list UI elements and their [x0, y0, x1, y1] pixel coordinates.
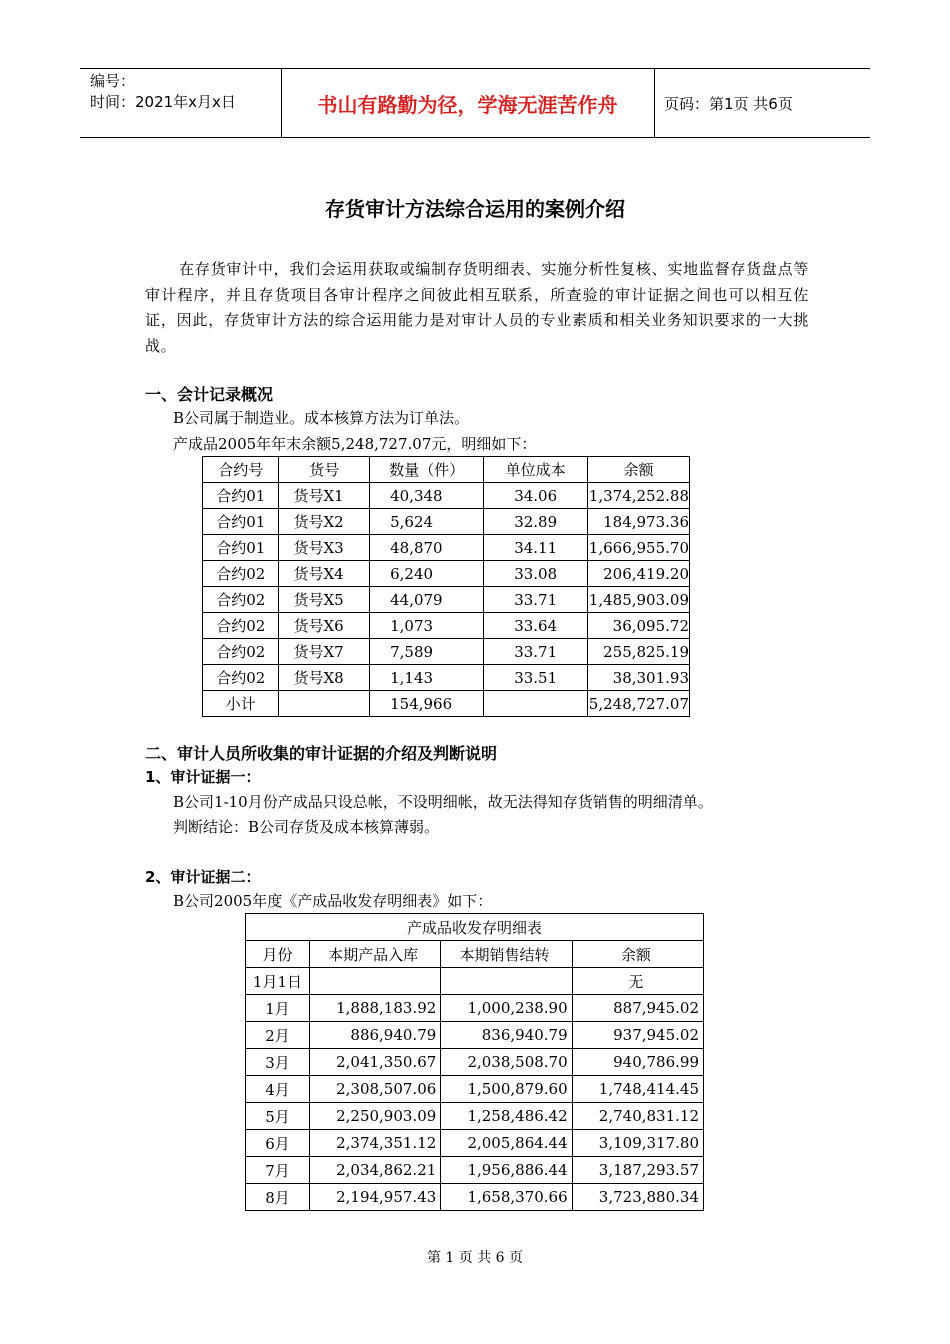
table-cell: 40,348	[370, 483, 484, 509]
table-cell: 合约02	[203, 613, 279, 639]
inventory-detail-table	[202, 456, 690, 717]
table-cell: 2,250,903.09	[309, 1103, 440, 1130]
table-row	[203, 561, 690, 587]
table-cell: 7,589	[370, 639, 484, 665]
table-cell: 887,945.02	[572, 995, 703, 1022]
column-header: 合约号	[203, 457, 279, 483]
table-row	[203, 613, 690, 639]
table-row	[246, 968, 704, 995]
table-cell: 184,973.36	[588, 509, 690, 535]
table-cell: 2,041,350.67	[309, 1049, 440, 1076]
table-row	[203, 483, 690, 509]
table-row	[246, 1022, 704, 1049]
page-header	[80, 68, 870, 138]
table-row	[246, 1130, 704, 1157]
evidence2-line1: B公司2005年度《产成品收发存明细表》如下：	[173, 892, 493, 910]
table-cell: 1,748,414.45	[572, 1076, 703, 1103]
column-header: 余额	[588, 457, 690, 483]
table-row	[246, 995, 704, 1022]
table-cell: 5,624	[370, 509, 484, 535]
table-cell: 1月	[246, 995, 310, 1022]
table-cell: 44,079	[370, 587, 484, 613]
table-row	[203, 639, 690, 665]
table-cell: 2,374,351.12	[309, 1130, 440, 1157]
table-cell: 1月1日	[246, 968, 310, 995]
evidence1-heading: 1、审计证据一：	[145, 768, 261, 786]
header-page-label: 页码：第1页 共6页	[664, 94, 793, 113]
receipt-issue-table	[245, 913, 704, 1211]
table-cell	[279, 691, 370, 717]
table-caption-row	[246, 914, 704, 941]
table-cell: 1,658,370.66	[441, 1184, 572, 1211]
table-cell: 1,143	[370, 665, 484, 691]
table-cell: 4月	[246, 1076, 310, 1103]
table-row	[246, 1103, 704, 1130]
table-cell: 33.08	[484, 561, 588, 587]
table-cell: 合约02	[203, 665, 279, 691]
table-cell: 3,109,317.80	[572, 1130, 703, 1157]
table-cell: 6月	[246, 1130, 310, 1157]
table-cell: 886,940.79	[309, 1022, 440, 1049]
table-header-row	[203, 457, 690, 483]
table-cell: 合约01	[203, 483, 279, 509]
number-label: 编号：	[90, 72, 136, 90]
evidence1-line1: B公司1-10月份产成品只设总帐，不设明细帐，故无法得知存货销售的明细清单。	[173, 793, 713, 811]
table-cell: 8月	[246, 1184, 310, 1211]
table-cell: 6,240	[370, 561, 484, 587]
table-cell: 2,308,507.06	[309, 1076, 440, 1103]
table-cell: 154,966	[370, 691, 484, 717]
table-cell: 合约02	[203, 587, 279, 613]
table-cell: 1,258,486.42	[441, 1103, 572, 1130]
table-row	[246, 1076, 704, 1103]
table-cell: 货号X4	[279, 561, 370, 587]
header-divider	[654, 69, 655, 137]
section1-line2: 产成品2005年年末余额5,248,727.07元，明细如下：	[173, 435, 537, 453]
table-cell: 2,194,957.43	[309, 1184, 440, 1211]
table-cell: 1,888,183.92	[309, 995, 440, 1022]
table-cell: 2,034,862.21	[309, 1157, 440, 1184]
table-header-row	[246, 941, 704, 968]
table-cell: 1,485,903.09	[588, 587, 690, 613]
evidence2-heading: 2、审计证据二：	[145, 868, 261, 886]
table-cell: 3月	[246, 1049, 310, 1076]
table-row	[246, 1049, 704, 1076]
table-cell: 1,073	[370, 613, 484, 639]
document-title: 存货审计方法综合运用的案例介绍	[325, 197, 625, 221]
table-cell: 48,870	[370, 535, 484, 561]
table-cell: 5,248,727.07	[588, 691, 690, 717]
table-cell: 货号X2	[279, 509, 370, 535]
table-cell: 7月	[246, 1157, 310, 1184]
column-header: 月份	[246, 941, 310, 968]
table-row	[203, 509, 690, 535]
table-cell: 合约02	[203, 561, 279, 587]
table-caption: 产成品收发存明细表	[246, 914, 704, 941]
table-cell: 1,500,879.60	[441, 1076, 572, 1103]
table-cell: 合约01	[203, 509, 279, 535]
evidence1-line2: 判断结论：B公司存货及成本核算薄弱。	[173, 818, 440, 836]
table-cell	[441, 968, 572, 995]
table-cell: 836,940.79	[441, 1022, 572, 1049]
table-cell: 1,374,252.88	[588, 483, 690, 509]
page-footer: 第 1 页 共 6 页	[426, 1250, 524, 1266]
table-cell: 货号X8	[279, 665, 370, 691]
table-cell: 合约01	[203, 535, 279, 561]
table-cell: 937,945.02	[572, 1022, 703, 1049]
column-header: 单位成本	[484, 457, 588, 483]
date-label: 时间：2021年x月x日	[90, 93, 236, 111]
column-header: 本期产品入库	[309, 941, 440, 968]
table-row	[246, 1184, 704, 1211]
table-cell: 货号X3	[279, 535, 370, 561]
table-cell: 1,666,955.70	[588, 535, 690, 561]
table-cell: 2,038,508.70	[441, 1049, 572, 1076]
column-header: 货号	[279, 457, 370, 483]
table-cell	[484, 691, 588, 717]
table-row	[203, 587, 690, 613]
table-row	[246, 1157, 704, 1184]
column-header: 余额	[572, 941, 703, 968]
table-row	[203, 535, 690, 561]
table-cell: 2月	[246, 1022, 310, 1049]
table-cell	[309, 968, 440, 995]
table-cell: 货号X7	[279, 639, 370, 665]
intro-paragraph	[145, 257, 809, 359]
table-cell: 货号X5	[279, 587, 370, 613]
intro-text: 在存货审计中，我们会运用获取或编制存货明细表、实施分析性复核、实地监督存货盘点等审计程序，并且存货项目各审计程序之间彼此相互联系，所查验的审计证据之间也可以相互佐证，因此，存货审计方法的综合运用能力是对审计人员的专业素质和相关业务知识要求的一大挑战。	[145, 260, 809, 355]
table-cell: 1,956,886.44	[441, 1157, 572, 1184]
section1-heading: 一、会计记录概况	[145, 385, 274, 404]
table-cell: 33.71	[484, 639, 588, 665]
table-cell: 1,000,238.90	[441, 995, 572, 1022]
table-cell: 33.51	[484, 665, 588, 691]
column-header: 本期销售结转	[441, 941, 572, 968]
table-cell: 货号X1	[279, 483, 370, 509]
table-cell: 2,005,864.44	[441, 1130, 572, 1157]
table-cell: 33.64	[484, 613, 588, 639]
table-cell: 206,419.20	[588, 561, 690, 587]
section1-line1: B公司属于制造业。成本核算方法为订单法。	[173, 409, 470, 427]
table-cell: 小计	[203, 691, 279, 717]
table-row	[203, 691, 690, 717]
table-cell: 3,187,293.57	[572, 1157, 703, 1184]
table-cell: 34.11	[484, 535, 588, 561]
table-cell: 940,786.99	[572, 1049, 703, 1076]
header-meta	[90, 71, 236, 113]
table-cell: 2,740,831.12	[572, 1103, 703, 1130]
table-cell: 38,301.93	[588, 665, 690, 691]
table-cell: 33.71	[484, 587, 588, 613]
table-cell: 255,825.19	[588, 639, 690, 665]
table-cell: 32.89	[484, 509, 588, 535]
table-cell: 34.06	[484, 483, 588, 509]
table-row	[203, 665, 690, 691]
section2-heading: 二、审计人员所收集的审计证据的介绍及判断说明	[145, 744, 498, 763]
table-cell: 36,095.72	[588, 613, 690, 639]
table-cell: 3,723,880.34	[572, 1184, 703, 1211]
column-header: 数量（件）	[370, 457, 484, 483]
table-cell: 无	[572, 968, 703, 995]
header-motto: 书山有路勤为径，学海无涯苦作舟	[317, 92, 618, 117]
table-cell: 合约02	[203, 639, 279, 665]
table-cell: 货号X6	[279, 613, 370, 639]
table-cell: 5月	[246, 1103, 310, 1130]
